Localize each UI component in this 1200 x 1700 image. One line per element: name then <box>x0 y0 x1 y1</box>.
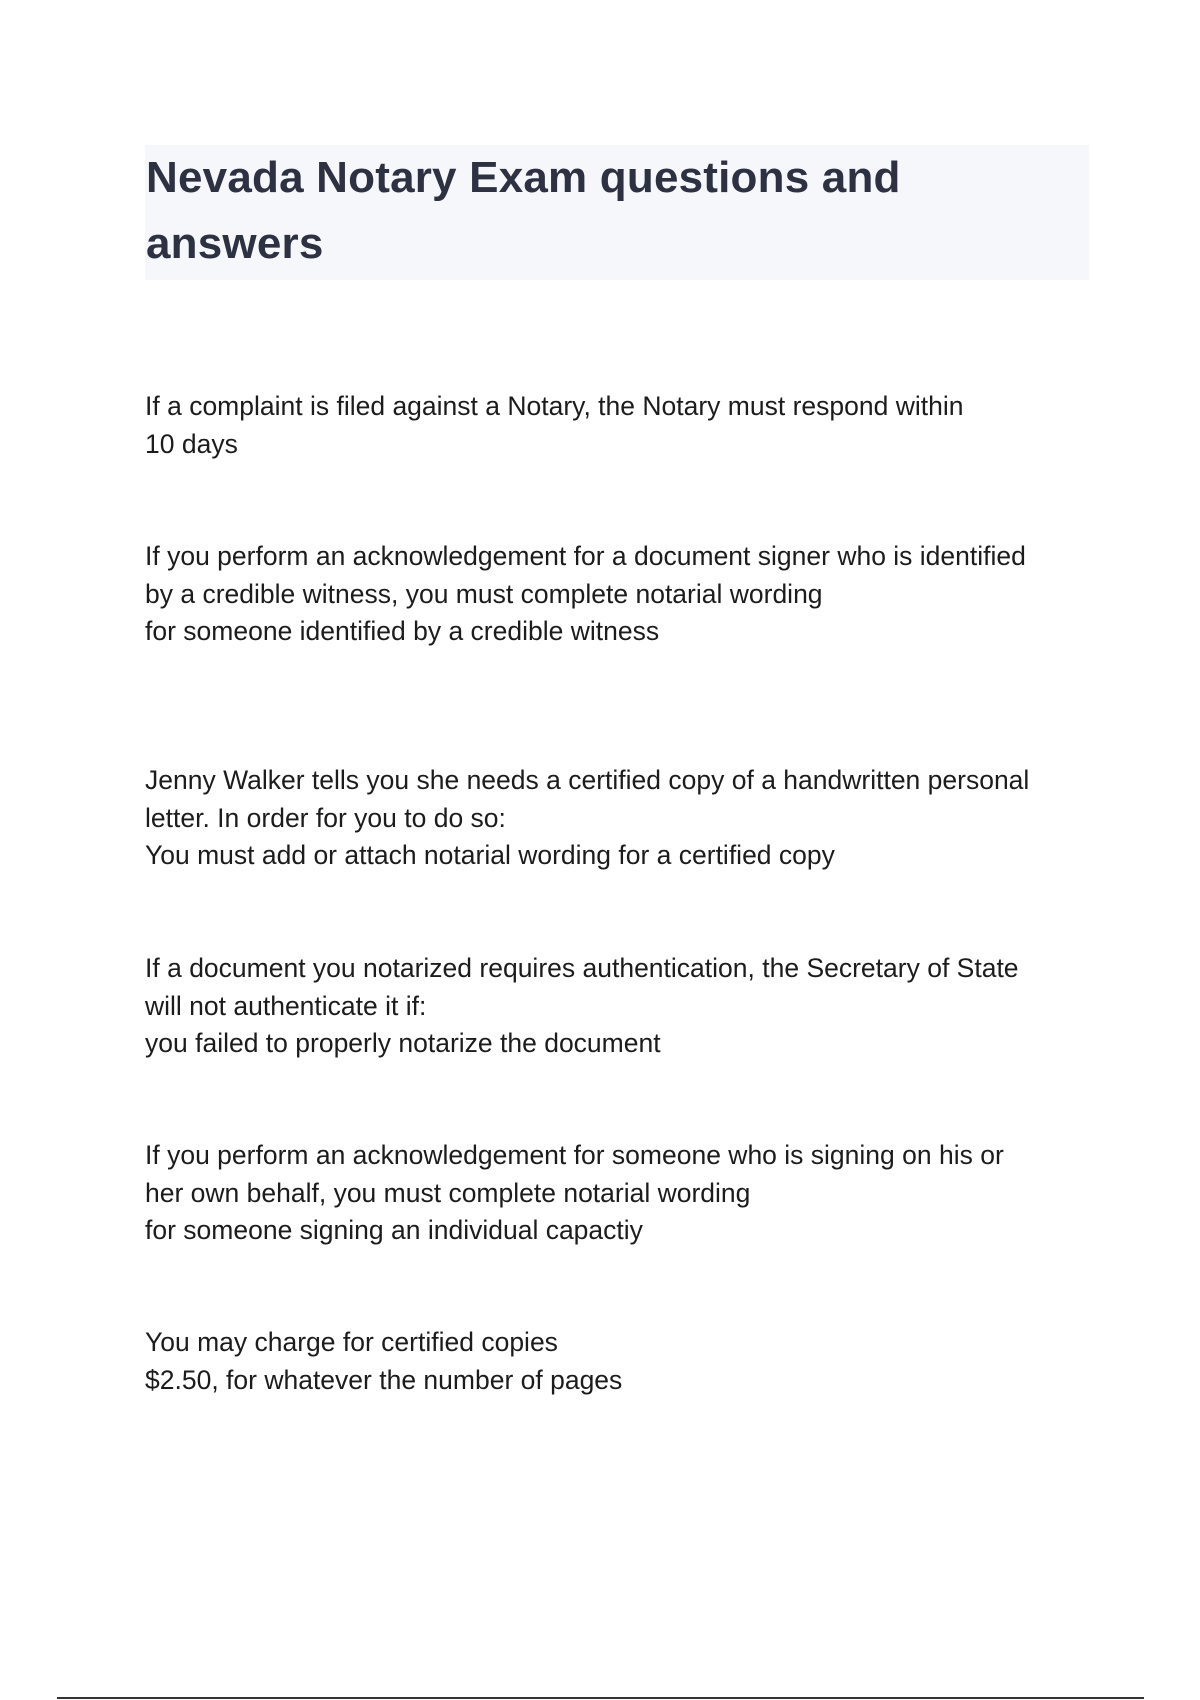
question-text: If you perform an acknowledgement for someone who is signing on his or her own behalf, you must complete notarial wording <box>145 1140 1004 1208</box>
page-title: Nevada Notary Exam questions and answers <box>146 153 901 268</box>
answer-text: for someone signing an individual capactiy <box>145 1215 643 1245</box>
question-text: If a document you notarized requires authentication, the Secretary of State will not authenticate it if: <box>145 953 1019 1021</box>
question-text: Jenny Walker tells you she needs a certified copy of a handwritten personal letter. In order for you to do so: <box>145 765 1030 833</box>
qa-item <box>145 950 1095 1063</box>
answer-text: $2.50, for whatever the number of pages <box>145 1364 623 1395</box>
footer-divider <box>57 1697 1144 1699</box>
answer-text: You must add or attach notarial wording for a certified copy <box>145 840 835 870</box>
answer-text: for someone identified by a credible witness <box>145 616 660 646</box>
answer-text: 10 days <box>145 428 238 459</box>
qa-item <box>145 388 1095 463</box>
question-text: If you perform an acknowledgement for a document signer who is identified by a credible witness, you must complete notarial wording <box>145 541 1026 609</box>
qa-item <box>145 538 1095 651</box>
question-text: You may charge for certified copies <box>145 1327 558 1357</box>
answer-text: you failed to properly notarize the document <box>145 1028 661 1058</box>
qa-item <box>145 762 1095 875</box>
title-block <box>145 145 1089 280</box>
qa-item <box>145 1137 1095 1250</box>
question-text: If a complaint is filed against a Notary, the Notary must respond within <box>145 391 964 421</box>
qa-item <box>145 1324 1095 1399</box>
